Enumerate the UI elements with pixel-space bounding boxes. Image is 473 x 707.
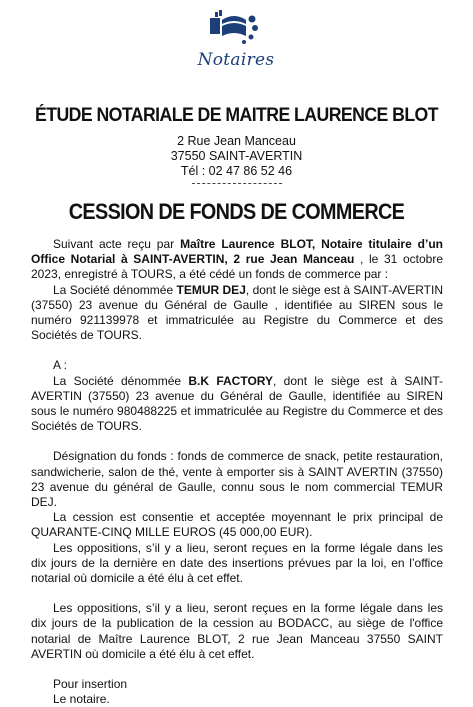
paragraph-buyer <box>31 374 443 435</box>
logo-wordmark: Notaires <box>197 50 275 70</box>
notice-body <box>31 237 443 707</box>
paragraph-business-description: Désignation du fonds : fonds de commerce de snack, petite restauration, sandwicherie, salon de thé, vente à emporter sis à SAINT AVERTIN (37550) 23 avenue du général de Gaulle, connu sous le nom commercial TEMUR DEJ. <box>31 449 443 510</box>
buyer-intro: La Société dénommée <box>53 373 189 388</box>
closing-for-insertion: Pour insertion <box>53 677 128 692</box>
paragraph-seller <box>31 283 443 344</box>
notary-name: Maître Laurence BLOT, Notaire titulaire d’un Office Notarial à SAINT-AVERTIN, 2 rue Jean Manceau <box>31 237 444 267</box>
paragraph-deed <box>31 237 443 283</box>
spacer <box>31 662 443 677</box>
address-phone: Tél : 02 47 86 52 46 <box>180 164 293 178</box>
deed-details: , le 31 octobre 2023, enregistré à TOURS, a été cédé un fonds de commerce par : <box>31 252 443 282</box>
spacer <box>31 586 443 601</box>
buyer-details: , dont le siège est à SAINT-AVERTIN (37550) 23 avenue du Général de Gaulle, identifiée au SIREN sous le numéro 980488225 et immatriculée au Registre du Commerce et des Sociétés de TOURS. <box>31 373 443 434</box>
seller-name: TEMUR DEJ <box>176 282 246 297</box>
address-street: 2 Rue Jean Manceau <box>177 134 296 148</box>
buyer-name: B.K FACTORY <box>188 373 274 388</box>
spacer <box>31 343 443 358</box>
seller-details: , dont le siège est à SAINT-AVERTIN (37550) 23 avenue du Général de Gaulle , identifiée au SIREN sous le numéro 921139978 et immatriculée au Registre du Commerce et des Sociétés de TOURS. <box>31 282 443 343</box>
seller-intro: La Société dénommée <box>53 282 177 297</box>
deed-intro: Suivant acte reçu par <box>53 237 181 251</box>
paragraph-oppositions-bodacc: Les oppositions, s’il y a lieu, seront reçues en la forme légale dans les dix jours de la publication de la cession au BODACC, au siège de l'office notarial de Maître Laurence BLOT, 2 rue Jean Manceau 37550 SAINT AVERTIN où domicile a été élu à cet effet. <box>31 601 443 661</box>
closing-signature: Le notaire. <box>53 692 110 707</box>
notaires-logo <box>188 8 284 72</box>
spacer <box>31 434 443 449</box>
address-city: 37550 SAINT-AVERTIN <box>170 149 303 163</box>
paragraph-to: A : <box>53 358 68 373</box>
header-separator <box>192 183 282 184</box>
office-title: ÉTUDE NOTARIALE DE MAITRE LAURENCE BLOT <box>35 105 438 126</box>
paragraph-price: La cession est consentie et acceptée moyennant le prix principal de QUARANTE-CINQ MILLE EUROS (45 000,00 EUR). <box>31 510 443 540</box>
notaires-emblem-icon <box>188 8 284 52</box>
notice-title: CESSION DE FONDS DE COMMERCE <box>68 199 405 224</box>
paragraph-oppositions: Les oppositions, s’il y a lieu, seront reçues en la forme légale dans les dix jours de la dernière en date des insertions prévues par la loi, en l’office notarial où domicile a été élu à cet effet. <box>31 540 443 586</box>
